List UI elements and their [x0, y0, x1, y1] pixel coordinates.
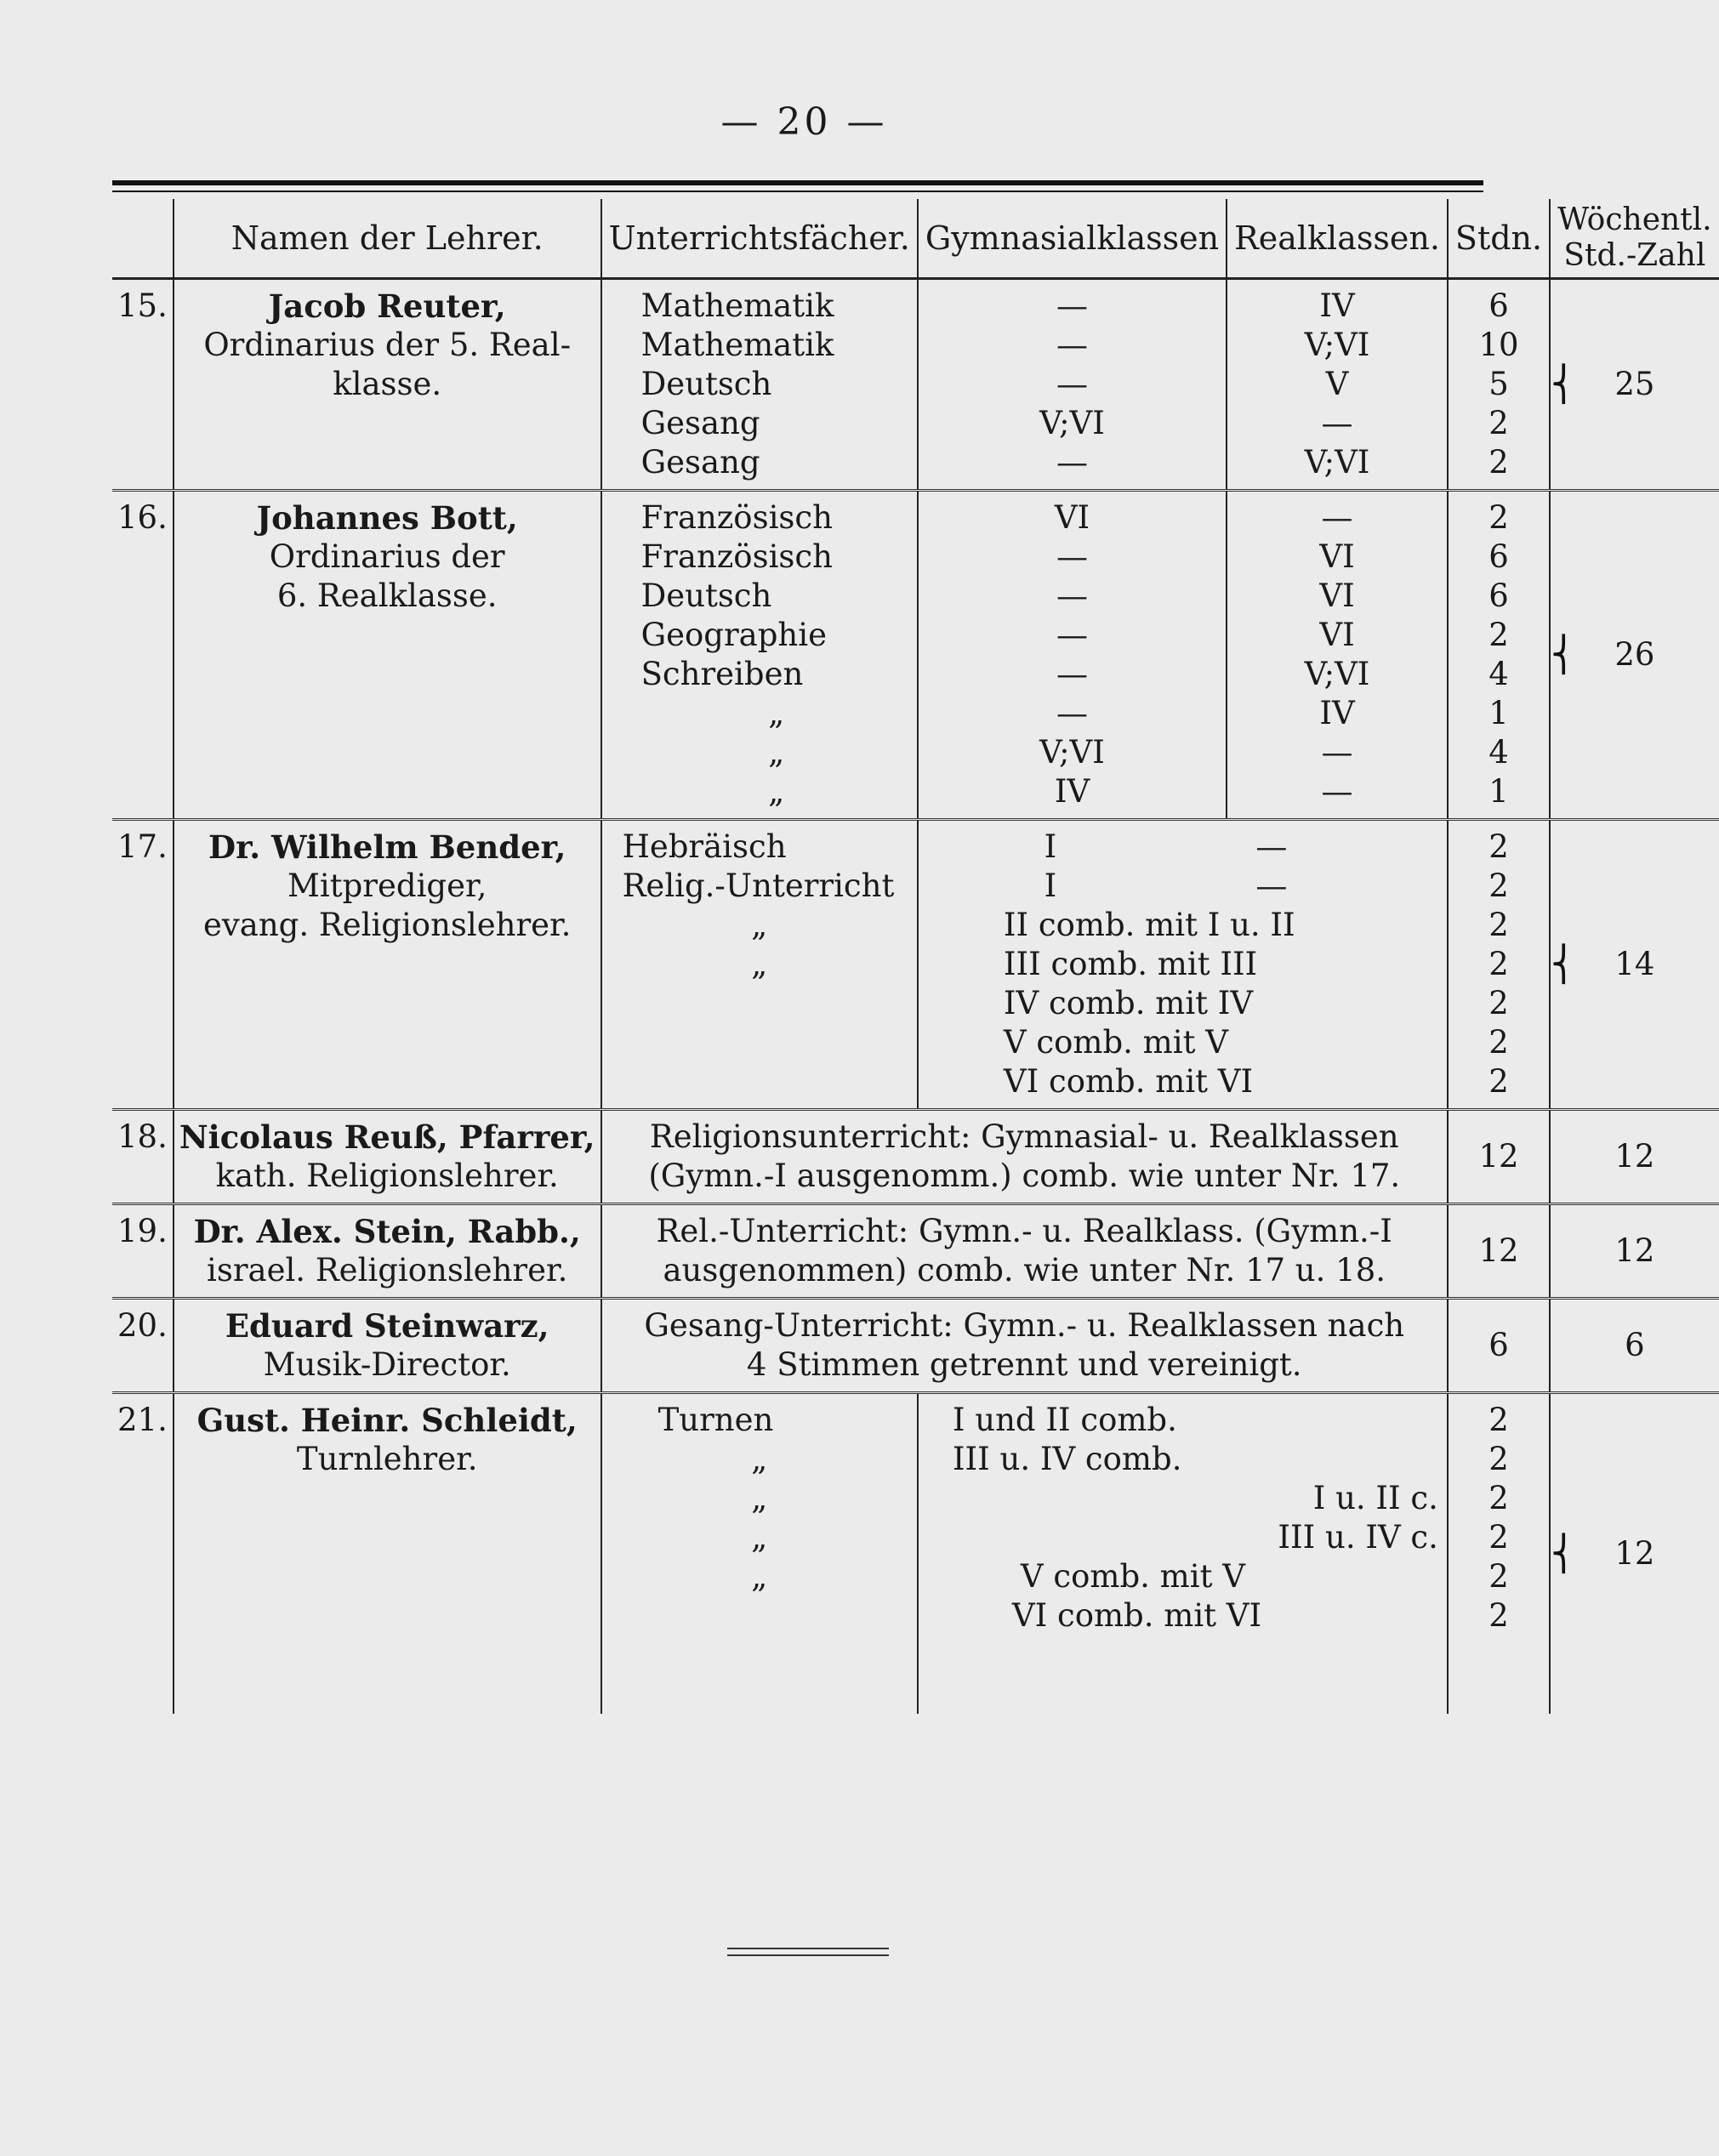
hour: 2	[1488, 868, 1509, 904]
real-class: —	[1321, 773, 1353, 810]
name-line: Johannes Bott,	[256, 499, 518, 537]
row-nr: 19.	[112, 1204, 174, 1299]
hour: 2	[1488, 1441, 1509, 1477]
hour: 4	[1488, 734, 1509, 771]
hour: 6	[1488, 577, 1509, 614]
brace-icon: ⎨	[1551, 1534, 1577, 1573]
gymn-class: —	[1056, 538, 1088, 575]
table-row	[112, 1204, 1719, 1299]
subject-description	[601, 1110, 1448, 1204]
teacher-name	[174, 1393, 601, 1715]
subject: Hebräisch	[622, 828, 787, 865]
row-nr: 16.	[112, 491, 174, 820]
hour: 2	[1488, 1597, 1509, 1634]
gymn-class: I	[1044, 828, 1057, 865]
brace-icon: ⎨	[1551, 365, 1577, 404]
hour: 2	[1488, 1480, 1509, 1516]
top-rule-thin	[112, 191, 1483, 192]
gymn-class: V;VI	[1039, 405, 1105, 441]
subject: Mathematik	[640, 327, 834, 363]
subject: Geographie	[640, 617, 827, 653]
name-line: Turnlehrer.	[296, 1441, 478, 1477]
weekly-total: 12	[1550, 1204, 1719, 1299]
gymn-class: —	[1056, 577, 1088, 614]
page-number: — 20 —	[720, 100, 888, 144]
hour: 2	[1488, 985, 1509, 1021]
name-line: Musik-Director.	[263, 1346, 511, 1383]
hours	[1448, 1393, 1550, 1715]
class-combinations	[918, 820, 1448, 1110]
subject: „	[751, 1441, 768, 1477]
teacher-name	[174, 1204, 601, 1299]
gymn-class: —	[1056, 617, 1088, 653]
subject: Gesang	[640, 405, 760, 441]
real-class: —	[1255, 868, 1288, 904]
gymn-class: V comb. mit V	[1003, 1024, 1228, 1061]
teacher-name	[174, 1110, 601, 1204]
gymn-class: —	[1056, 366, 1088, 402]
hour: 4	[1488, 656, 1509, 692]
name-line: Dr. Wilhelm Bender,	[208, 828, 566, 866]
gymn-class: —	[1056, 327, 1088, 363]
table-row	[112, 279, 1719, 491]
hours: 12	[1448, 1110, 1550, 1204]
subjects	[601, 491, 918, 820]
table-row	[112, 1299, 1719, 1393]
subject: Relig.-Unterricht	[622, 868, 895, 904]
weekly-total: 26	[1614, 636, 1655, 673]
hours	[1448, 279, 1550, 491]
table-row	[112, 491, 1719, 820]
real-class: VI	[1319, 617, 1355, 653]
hour: 2	[1488, 1063, 1509, 1100]
weekly-total: 6	[1550, 1299, 1719, 1393]
row-nr: 17.	[112, 820, 174, 1110]
top-rule	[112, 180, 1483, 185]
hour: 2	[1488, 1024, 1509, 1061]
real-class: I u. II c.	[1312, 1480, 1438, 1516]
header-stdn: Stdn.	[1448, 199, 1550, 279]
subjects	[601, 279, 918, 491]
gymn-class: V;VI	[1039, 734, 1105, 771]
hour: 6	[1488, 287, 1509, 324]
subject: Turnen	[657, 1402, 774, 1438]
gymn-class: —	[1056, 656, 1088, 692]
header-gymn: Gymnasialklassen	[918, 199, 1227, 279]
header-namen: Namen der Lehrer.	[174, 199, 601, 279]
gymn-class: —	[1056, 444, 1088, 481]
weekly-total: 14	[1614, 946, 1655, 982]
subject: „	[768, 695, 785, 731]
row-nr: 20.	[112, 1299, 174, 1393]
real-class: —	[1321, 499, 1353, 536]
real-classes	[1227, 491, 1448, 820]
table-row	[112, 820, 1719, 1110]
closing-ornament	[727, 1948, 889, 1956]
table-row	[112, 1110, 1719, 1204]
gymn-class: —	[1056, 695, 1088, 731]
real-class: V;VI	[1304, 656, 1370, 692]
brace-icon: ⎨	[1551, 945, 1577, 984]
real-class: VI	[1319, 577, 1355, 614]
teacher-name	[174, 279, 601, 491]
subject: „	[751, 946, 768, 982]
subject: „	[751, 907, 768, 943]
real-class: —	[1255, 828, 1288, 865]
hour: 2	[1488, 1519, 1509, 1556]
row-nr: 18.	[112, 1110, 174, 1204]
name-line: Nicolaus Reuß, Pfarrer,	[179, 1118, 595, 1156]
subject-description	[601, 1299, 1448, 1393]
header-nr	[112, 199, 174, 279]
hours: 6	[1448, 1299, 1550, 1393]
description-line: Rel.-Unterricht: Gymn.- u. Realklass. (Gymn.-I	[656, 1213, 1392, 1249]
real-class: III u. IV c.	[1278, 1519, 1438, 1556]
gymn-class: II comb. mit I u. II	[1003, 907, 1295, 943]
name-line: Ordinarius der	[269, 538, 505, 575]
hours	[1448, 820, 1550, 1110]
gymn-class: V comb. mit V	[1020, 1558, 1245, 1595]
description-line: Religionsunterricht: Gymnasial- u. Realklassen	[649, 1118, 1399, 1155]
subject: Deutsch	[640, 366, 772, 402]
subject: Mathematik	[640, 287, 834, 324]
name-line: Mitprediger,	[287, 868, 487, 904]
hour: 1	[1488, 695, 1509, 731]
subjects	[601, 820, 918, 1110]
weekly-total-cell	[1550, 279, 1719, 491]
name-line: klasse.	[333, 366, 442, 402]
description-line: 4 Stimmen getrennt und vereinigt.	[746, 1346, 1302, 1383]
subject: Deutsch	[640, 577, 772, 614]
hours	[1448, 491, 1550, 820]
name-line: kath. Religionslehrer.	[215, 1158, 559, 1194]
hour: 6	[1488, 538, 1509, 575]
real-class: —	[1321, 734, 1353, 771]
table-row	[112, 1393, 1719, 1715]
header-woechentl-2: Std.-Zahl	[1563, 238, 1706, 273]
name-line: Ordinarius der 5. Real-	[203, 327, 572, 363]
gymn-class: IV comb. mit IV	[1003, 985, 1254, 1021]
hour: 2	[1488, 444, 1509, 481]
subject: Gesang	[640, 444, 760, 481]
subject: „	[768, 734, 785, 771]
hour: 2	[1488, 499, 1509, 536]
subject: „	[768, 773, 785, 810]
gymn-class: III comb. mit III	[1003, 946, 1258, 982]
hour: 1	[1488, 773, 1509, 810]
real-class: VI	[1319, 538, 1355, 575]
hour: 2	[1488, 1558, 1509, 1595]
weekly-total: 12	[1614, 1535, 1655, 1572]
hour: 2	[1488, 907, 1509, 943]
name-line: evang. Religionslehrer.	[202, 907, 572, 943]
header-woechentl	[1550, 199, 1719, 279]
description-line: ausgenommen) comb. wie unter Nr. 17 u. 18.	[663, 1252, 1386, 1288]
real-class: V	[1325, 366, 1349, 402]
real-classes	[1227, 279, 1448, 491]
hour: 2	[1488, 1402, 1509, 1438]
hours: 12	[1448, 1204, 1550, 1299]
subject: Schreiben	[640, 656, 804, 692]
hour: 10	[1478, 327, 1519, 363]
real-class: IV	[1319, 695, 1355, 731]
real-class: —	[1321, 405, 1353, 441]
real-class: IV	[1319, 287, 1355, 324]
real-class: V;VI	[1304, 327, 1370, 363]
description-line: Gesang-Unterricht: Gymn.- u. Realklassen nach	[644, 1307, 1405, 1344]
description-line: (Gymn.-I ausgenomm.) comb. wie unter Nr. 17.	[648, 1158, 1401, 1194]
name-line: Gust. Heinr. Schleidt,	[196, 1402, 578, 1439]
row-nr: 15.	[112, 279, 174, 491]
gymn-class: I und II comb.	[952, 1402, 1177, 1438]
real-class: V;VI	[1304, 444, 1370, 481]
hour: 2	[1488, 405, 1509, 441]
name-line: 6. Realklasse.	[276, 577, 498, 614]
header-woechentl-1: Wöchentl.	[1557, 202, 1712, 237]
weekly-total: 25	[1614, 366, 1655, 402]
class-combinations	[918, 1393, 1448, 1715]
name-line: israel. Religionslehrer.	[207, 1252, 568, 1288]
header-faecher: Unterrichtsfächer.	[601, 199, 918, 279]
name-line: Jacob Reuter,	[268, 287, 506, 325]
header-row	[112, 199, 1719, 279]
teacher-table	[112, 199, 1719, 1714]
subject: Französisch	[640, 499, 833, 536]
subject: „	[751, 1480, 768, 1516]
class-line	[919, 867, 1447, 906]
gymn-class: IV	[1054, 773, 1090, 810]
teacher-name	[174, 491, 601, 820]
teacher-name	[174, 820, 601, 1110]
class-line	[919, 828, 1447, 867]
weekly-total-cell	[1550, 491, 1719, 820]
brace-icon: ⎨	[1551, 635, 1577, 674]
teacher-name	[174, 1299, 601, 1393]
gymn-class: VI comb. mit VI	[1003, 1063, 1254, 1100]
subject: Französisch	[640, 538, 833, 575]
gymn-classes	[918, 279, 1227, 491]
hour: 2	[1488, 828, 1509, 865]
name-line: Eduard Steinwarz,	[225, 1307, 549, 1345]
hour: 2	[1488, 946, 1509, 982]
subjects	[601, 1393, 918, 1715]
weekly-total: 12	[1550, 1110, 1719, 1204]
hour: 5	[1488, 366, 1509, 402]
row-nr: 21.	[117, 1402, 168, 1438]
gymn-classes	[918, 491, 1227, 820]
gymn-class: VI	[1054, 499, 1090, 536]
subject: „	[751, 1519, 768, 1556]
name-line: Dr. Alex. Stein, Rabb.,	[193, 1213, 581, 1250]
weekly-total-cell	[1550, 820, 1719, 1110]
hour: 2	[1488, 617, 1509, 653]
subject-description	[601, 1204, 1448, 1299]
gymn-class: I	[1044, 868, 1057, 904]
weekly-total-cell	[1550, 1393, 1719, 1715]
gymn-class: III u. IV comb.	[952, 1441, 1182, 1477]
header-real: Realklassen.	[1227, 199, 1448, 279]
gymn-class: VI comb. mit VI	[1011, 1597, 1262, 1634]
gymn-class: —	[1056, 287, 1088, 324]
subject: „	[751, 1558, 768, 1595]
